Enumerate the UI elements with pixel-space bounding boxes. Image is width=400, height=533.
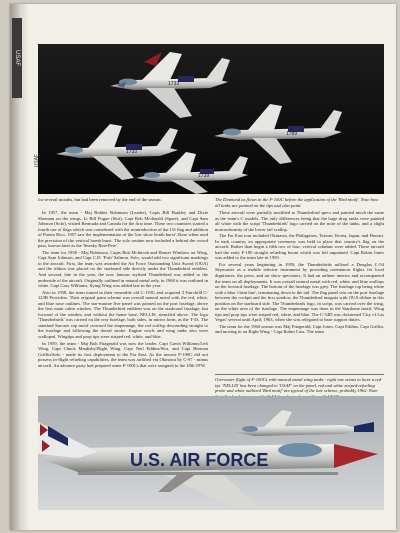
formation-jets-illustration [38, 44, 384, 194]
tail-number-slot: 1739 [198, 173, 210, 179]
tail-number-right: 1789 [286, 131, 298, 137]
tail-number-left: 1733 [126, 149, 138, 155]
us-air-force-jet-illustration [38, 396, 384, 510]
tail-number-lead: 1733 [168, 81, 180, 87]
paragraph: The team for 1958 - Maj Robinson, Capts Bob McIntosh and Homer Winthow on Wing, Capt Sam Johnson, and Capt C.D. 'Fish' Salmon. Solo, would add two significant markings to the aircraft. First, the team was awarded the Air Force Outstanding Unit Award (OUA) and the ribbon was placed on the starboard side directly under the Thunderbird emblem. And second, late in the year, the now famous stylised Thunderbird was added to the underside of the aircraft. Originally outlined in natural metal only, in 1960 it was outlined in white. Capt Gary Williams, flying Wing was added late in the year. [38, 249, 208, 289]
paragraph: In 1957, the team - Maj Robbie Robinson (Leader), Capts Bill Barkley and Dixie Sherman on the wings, Lt Bill Pogue (Slot), Capt Bob Mcdonald (Spare), and Capt Sam Johnson (Solo), visited Bermuda and Canada for the first time. These two countries started a fourth use of flags which was considered with the reintroduction of the US flag and addition of Puerto Rico. 1957 saw the implementation of the 'low show bomb burst'. Rose when used the precision of the vertical bomb burst. The solo routine now included a behind the crowd pass, known later as the 'Sneaky Rete Pete'. [38, 210, 208, 249]
caption-left: for several months, but had been removed by the end of the season. [38, 197, 162, 202]
paragraph: For several years beginning in 1959, the Thunderbirds utilized a Douglas C-54 Skymaster as a mobile telecine instrument by providing orientation flights for local dignitaries, the press, and air show spectators. It had an airliner interior and accompanied the team on all deployments. It was overall natural metal with red, white, and blue scallops on the forward fuselage. The bottom of the fuselage was grey. The fuselage top being white with a blue 'cheat line', terminating down to the tail. The flag panel was on the port fuselage between the cockpit and the first window, the Thunderbird insignia with OUA ribbon in this position on the starboard side. The Thunderbirds logo, in script, was carried over the wing, on the white area of the fuselage. The empennage was done in the Stardome motif. Wing tips and prop tips were striped red, white, and blue. The C-54D was christened 'City of Las Vegas' several until April, 1963, when she was relegated to base support duties. [215, 261, 384, 323]
photo-air-force-jet [38, 396, 384, 510]
paragraph: Also in 1958, the team turned in their venerable old C-119G and acquired 3 Fairchild C-123B Providers. Their original paint scheme was overall natural metal with the red, white, and blue nose outlines. The star-marine five panel was painted on the port fuselage, above the first main cabin window. The Thunderbird emblem was on the starboard fuselage, but forward of the window and without the home base, NELLIS, stenciled above. The logo 'Thunderbirds' was carried on the rear fuselage, both sides, in mirror form, as the T-33. The standard Surcare cap motif crowned the empennage, the red scallop descending straight to the fuselage and following the dorsal stroke. Engine cowls and wing tanks also were scalloped. Wingtips and prop tips were striped red, white, and blue. [38, 289, 208, 340]
caption-bottom: Overwater flight of F-100Cs with natural metal wing tanks - right one seems to have a red tip. 'NELLIS' has been changed to 'USAF' on the panel, red and white striped refueling probe and white outlined 'Bird motif' are typical of the late scheme, probably 1962. Note [215, 377, 382, 393]
caption-right: The Diamond as flown in the F-100C before the application of the 'Bird motif'. Note how all tanks are painted on the tips and also paint. [215, 197, 379, 208]
paragraph: In 1959, the team - Maj Bob Fitzgerald was now the leader, Capt Gavin Williams/Left Wing, Capt Chuck Maultsby/Right Wing, Capt Neil Eddins/Slot, and Capt Herman Griffin/Solo - made its first deployment to the Far East. As the newest F-100C did not possess in-flight refueling capabilities, the team was airlifted via Okinawa by C-97 - minus aircraft. An advance party had prepared some F-100Cs that were assigned to the 18th TFW. [38, 340, 208, 368]
side-tag: USAF [12, 18, 22, 98]
magazine-page [10, 4, 396, 530]
photo-formation-flight [38, 44, 384, 194]
body-column-left [38, 210, 208, 369]
caption-divider [215, 374, 384, 375]
body-column-right [215, 210, 384, 336]
paragraph: The team for the 1960 season was Maj Fitzgerald, Capt Jones, Capt Eddins, Capt Griffin, and moving in on Right Wing - Capt Robin Cass. The team [215, 323, 384, 335]
photo-credit: USAF [34, 154, 40, 168]
paragraph: The Far East tour included Okinawa, the Philippines, Taiwan, Korea, Japan, and Hawaii. In each country, an appropriate ceremony was held to place that country's flag on the aircraft. Rather than begin a fifth row of four, vertical columns were added. These aircraft had the early F-100 straight refueling boom which was left unpainted. Capt Robin Jones was added to the team late in 1959. [215, 233, 384, 261]
air-force-lettering: U.S. AIR FORCE [130, 450, 269, 470]
paragraph: These aircraft were partially modified to Thunderbird specs and painted much the same as the team's C models. The only differences being that the large drop tanks were painted all white with the script 'Thunderbirds' logo carried on the nose of the tanks, and a slight nonconformity of the lower tail scallop. [215, 210, 384, 232]
